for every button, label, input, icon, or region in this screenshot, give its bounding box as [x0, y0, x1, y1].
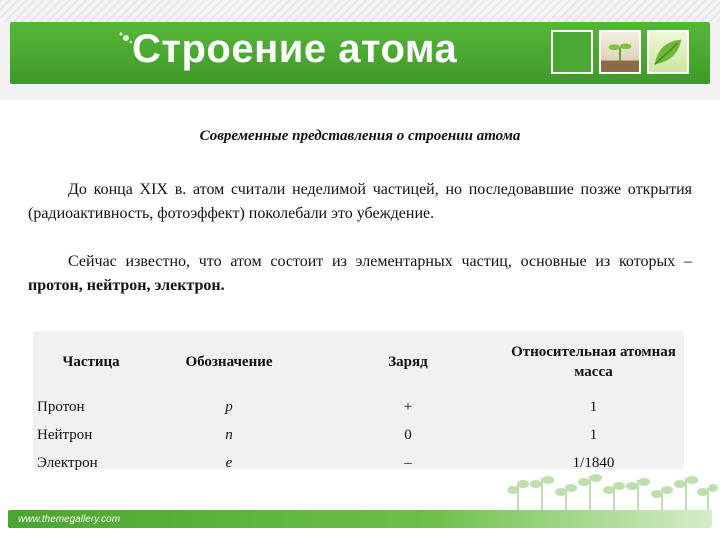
- cell-mass: 1: [589, 426, 598, 443]
- header-pattern: [0, 0, 720, 22]
- cell-charge: +: [403, 398, 413, 415]
- header-thumbnail-empty: [551, 30, 593, 74]
- paragraph-particles-text: Сейчас известно, что атом состоит из элементарных частиц, основные из которых –: [68, 253, 692, 270]
- cell-charge: –: [404, 454, 412, 471]
- cell-particle: Электрон: [37, 454, 98, 471]
- cell-mass: 1: [589, 398, 598, 415]
- sprout-icon: [599, 30, 641, 74]
- column-header-charge: Заряд: [388, 354, 428, 370]
- cell-particle: Протон: [37, 398, 85, 415]
- cell-charge: 0: [404, 426, 412, 443]
- page-title: Строение атома: [132, 27, 458, 71]
- footer-url: www.themegallery.com: [18, 514, 121, 525]
- paragraph-particles: [28, 250, 692, 298]
- column-header-particle: Частица: [62, 354, 120, 370]
- paragraph-history: До конца XIX в. атом считали неделимой частицей, но последовавшие позже открытия (радиоактивность, фотоэффект) поколебали это убеждение.: [28, 181, 692, 222]
- leaf-icon: [647, 30, 689, 74]
- cell-symbol: p: [225, 398, 233, 415]
- table-row: [33, 393, 684, 421]
- table-header-row: [33, 331, 684, 393]
- column-header-symbol: Обозначение: [185, 354, 273, 370]
- section-subtitle: Современные представления о строении атома: [199, 128, 521, 144]
- column-header-mass: Относительная атомная масса: [511, 344, 676, 380]
- table-row: [33, 421, 684, 449]
- paragraph-particles-bold: протон, нейтрон, электрон.: [28, 277, 225, 294]
- cell-symbol: e: [225, 454, 233, 471]
- cell-particle: Нейтрон: [37, 426, 93, 443]
- cell-mass: 1/1840: [572, 454, 615, 471]
- cell-symbol: n: [225, 426, 233, 443]
- particles-table: [33, 331, 684, 469]
- header: [0, 0, 720, 100]
